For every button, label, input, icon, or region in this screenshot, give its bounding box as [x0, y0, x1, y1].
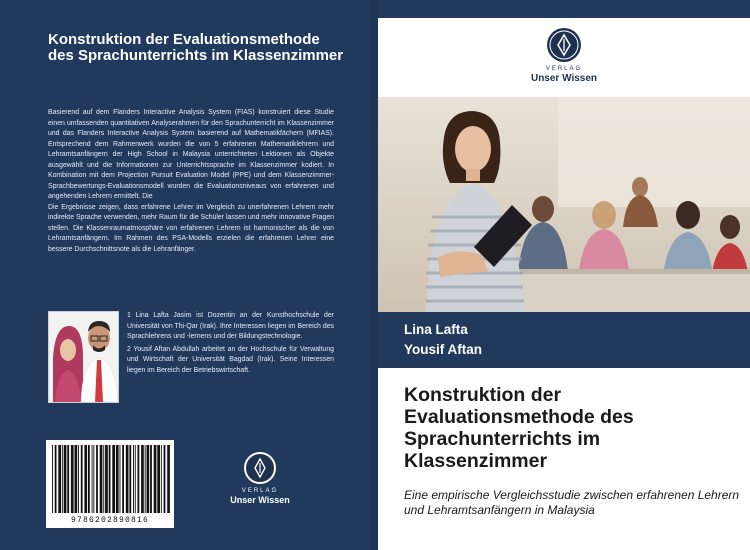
barcode-bar — [138, 445, 140, 513]
publisher-emblem-icon — [547, 28, 581, 62]
barcode-bar — [122, 445, 124, 513]
barcode-bar — [154, 445, 157, 513]
back-cover — [0, 0, 370, 550]
front-cover — [378, 0, 750, 550]
barcode-bar — [161, 445, 162, 513]
barcode — [46, 440, 174, 528]
barcode-bar — [141, 445, 144, 513]
front-top-bar — [378, 0, 750, 18]
barcode-bar — [145, 445, 146, 513]
publisher-verlag-label: VERLAG — [545, 66, 583, 72]
barcode-bar — [92, 445, 93, 513]
description-paragraph: Die Ergebnisse zeigen, dass erfahrene Lehrer im Vergleich zu unerfahrenen Lehrern mehr indirekte Sprache verwenden, mehr Raum für die Schüler lassen und mehr innovative Fragen stellen. Die Klassenraumatmosphäre von erfahrenen Lehrern ist harmonischer als die von Lehramtsanfängern. Im Rahmen des PSA-Modells erzielen die erfahrenen Lehrer eine bessere Durchschnittsnote als die Lehranfänger. — [48, 203, 334, 253]
barcode-bar — [135, 445, 136, 513]
barcode-bar — [120, 445, 121, 513]
barcode-bar — [67, 445, 69, 513]
barcode-bar — [93, 445, 94, 513]
publisher-logo-back — [212, 452, 308, 505]
barcode-bar — [84, 445, 87, 513]
publisher-verlag-label: VERLAG — [241, 488, 279, 494]
front-cover-subtitle: Eine empirische Vergleichsstudie zwischen erfahrenen Lehrern und Lehramtsanfängern in Malaysia — [404, 488, 740, 517]
barcode-bar — [126, 445, 129, 513]
author-bios — [127, 311, 334, 378]
barcode-bar — [88, 445, 90, 513]
author-photo — [48, 311, 119, 403]
barcode-bar — [58, 445, 61, 513]
barcode-bar — [105, 445, 108, 513]
barcode-bar — [71, 445, 74, 513]
barcode-bar — [100, 445, 103, 513]
author-band — [378, 312, 750, 368]
barcode-number: 9786202890816 — [70, 516, 149, 525]
publisher-logo-front — [504, 28, 624, 84]
book-spine — [370, 0, 378, 550]
barcode-bar — [116, 445, 119, 513]
back-cover-title: Konstruktion der Evaluationsmethode des Sprachunterrichts im Klassenzimmer — [48, 31, 344, 64]
barcode-bar — [147, 445, 150, 513]
barcode-bar — [64, 445, 67, 513]
barcode-bar — [129, 445, 131, 513]
barcode-bar — [133, 445, 134, 513]
description-paragraph: Basierend auf dem Flanders Interactive Analysis System (FIAS) konstruiert diese Studie einen umfassenden quantitativen Analyserahmen für den Sprachunterricht im Klassenzimmer und das Flanders Interactive Analysis System basierend auf Mathematikfächern (MFIAS). Entsprechend dem Rahmenwerk wurden die von 5 erfahrenen Mathematiklehrern und Lehramtsanfängern der High School in Malaysia unterrichteten Lektionen als Objekte ausgewählt und die Informationen zur Unterrichtssprache im Klassenzimmer kodiert. In Kombination mit dem Projection Pursuit Evaluation Model (PPE) und dem Klassenzimmer-Sprachbewertungs-Evaluationsmodell wurden die Evaluationsniveaus von erfahrenen und angehenden Lehrern ermittelt. Die — [48, 109, 334, 200]
barcode-bar — [167, 445, 170, 513]
author-bio: 2 Yousif Aftan Abdullah arbeitet an der Hochschule für Verwaltung und Wirtschaft der Universität Bagdad (Irak). Seine Interessen liegen im Bereich der Betriebswirtschaft. — [127, 345, 334, 374]
author-bio: 1 Lina Lafta Jasim ist Dozentin an der Kunsthochschule der Universität von Thi-Qar (Irak). Ihre Interessen liegen im Bereich des Sprachlehrens und -lernens und der Bildungstechnologie. — [127, 312, 334, 340]
publisher-emblem-icon — [244, 452, 276, 484]
barcode-bar — [96, 445, 98, 513]
barcode-bar — [157, 445, 160, 513]
barcode-bar — [81, 445, 83, 513]
barcode-bar — [103, 445, 104, 513]
author-name: Yousif Aftan — [404, 342, 482, 357]
front-cover-title: Konstruktion der Evaluationsmethode des Sprachunterrichts im Klassenzimmer — [404, 384, 634, 472]
barcode-bar — [55, 445, 57, 513]
barcode-bar — [52, 445, 53, 513]
barcode-bar — [109, 445, 111, 513]
cover-photo — [378, 97, 750, 312]
publisher-name: Unser Wissen — [530, 73, 598, 84]
barcode-bar — [62, 445, 63, 513]
barcode-bar — [150, 445, 152, 513]
back-cover-description — [48, 108, 334, 255]
author-name: Lina Lafta — [404, 322, 468, 337]
publisher-name: Unser Wissen — [230, 495, 290, 505]
barcode-bars — [46, 440, 174, 528]
barcode-bar — [112, 445, 115, 513]
barcode-bar — [75, 445, 78, 513]
barcode-bar — [78, 445, 79, 513]
barcode-bar — [164, 445, 166, 513]
